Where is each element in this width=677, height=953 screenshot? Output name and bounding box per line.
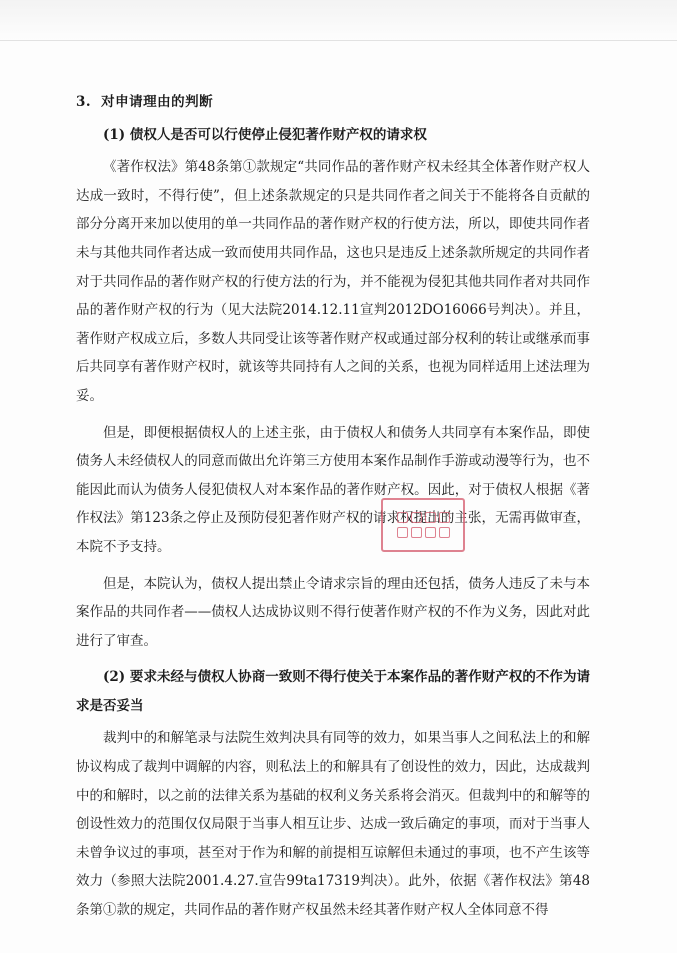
subsection-2-label: (2)	[103, 669, 126, 686]
subsection-1-label: (1)	[103, 126, 126, 143]
paragraph-1: 《著作权法》第48条第①款规定“共同作品的著作财产权未经其全体著作财产权人达成一致时，不得行使”，但上述条款规定的只是共同作者之间关于不能将各自贡献的部分分离开来加以使用的单一共同作品的著作财产权的行使方法，所以，即使共同作者未与其他共同作者达成一致而使用共同作品，这也只是违反上述条款所规定的共同作者对于共同作品的著作财产权的行使方法的行为，并不能视为侵犯其他共同作者对共同作品的著作财产权的行为（见大法院2014.12.11宣判2012DO16066号判决）。并且，著作财产权成立后，多数人共同受让该等著作财产权或通过部分权利的转让或继承而事后共同享有著作财产权时，就该等共同持有人之间的关系，也视为同样适用上述法理为妥。	[76, 159, 590, 404]
court-seal-icon	[381, 498, 465, 552]
subsection-1-heading	[76, 121, 590, 150]
subsection-2-title: 要求未经与债权人协商一致则不得行使关于本案作品的著作财产权的不作为请求是否妥当	[76, 669, 590, 714]
paragraph-2: 但是，即便根据债权人的上述主张，由于债权人和债务人共同享有本案作品，即使债务人未经债权人的同意而做出允许第三方使用本案作品制作手游或动漫等行为，也不能因此而认为债务人侵犯债权人对本案作品的著作财产权。因此，对于债权人根据《著作权法》第123条之停止及预防侵犯著作财产权的请求权提出的主张，无需再做审查，本院不予支持。	[76, 424, 590, 555]
section-number: 3.	[76, 94, 92, 110]
paragraph-4: 裁判中的和解笔录与法院生效判决具有同等的效力，如果当事人之间私法上的和解协议构成了裁判中调解的内容，则私法上的和解具有了创设性的效力，因此，达成裁判中的和解时，以之前的法律关系为基础的权利义务关系将会消灭。但裁判中的和解等的创设性效力的范围仅仅局限于当事人相互让步、达成一致后确定的事项，而对于当事人未曾争议过的事项，甚至对于作为和解的前提相互谅解但未通过的事项，也不产生该等效力（参照大法院2001.4.27.宣告99ta17319判决）。此外，依据《著作权法》第48条第①款的规定，共同作品的著作财产权虽然未经其著作财产权人全体同意不得	[76, 730, 590, 919]
section-heading	[76, 88, 590, 117]
subsection-2-heading	[76, 663, 590, 720]
document-body	[76, 88, 590, 933]
paragraph-3: 但是，本院认为，债权人提出禁止令请求宗旨的理由还包括，债务人违反了未与本案作品的共同作者——债权人达成协议则不得行使著作财产权的不作为义务，因此对此进行了审查。	[76, 575, 590, 649]
subsection-1-title: 债权人是否可以行使停止侵犯著作财产权的请求权	[129, 126, 427, 143]
scan-top-edge	[0, 0, 677, 41]
section-title: 对申请理由的判断	[101, 94, 214, 110]
